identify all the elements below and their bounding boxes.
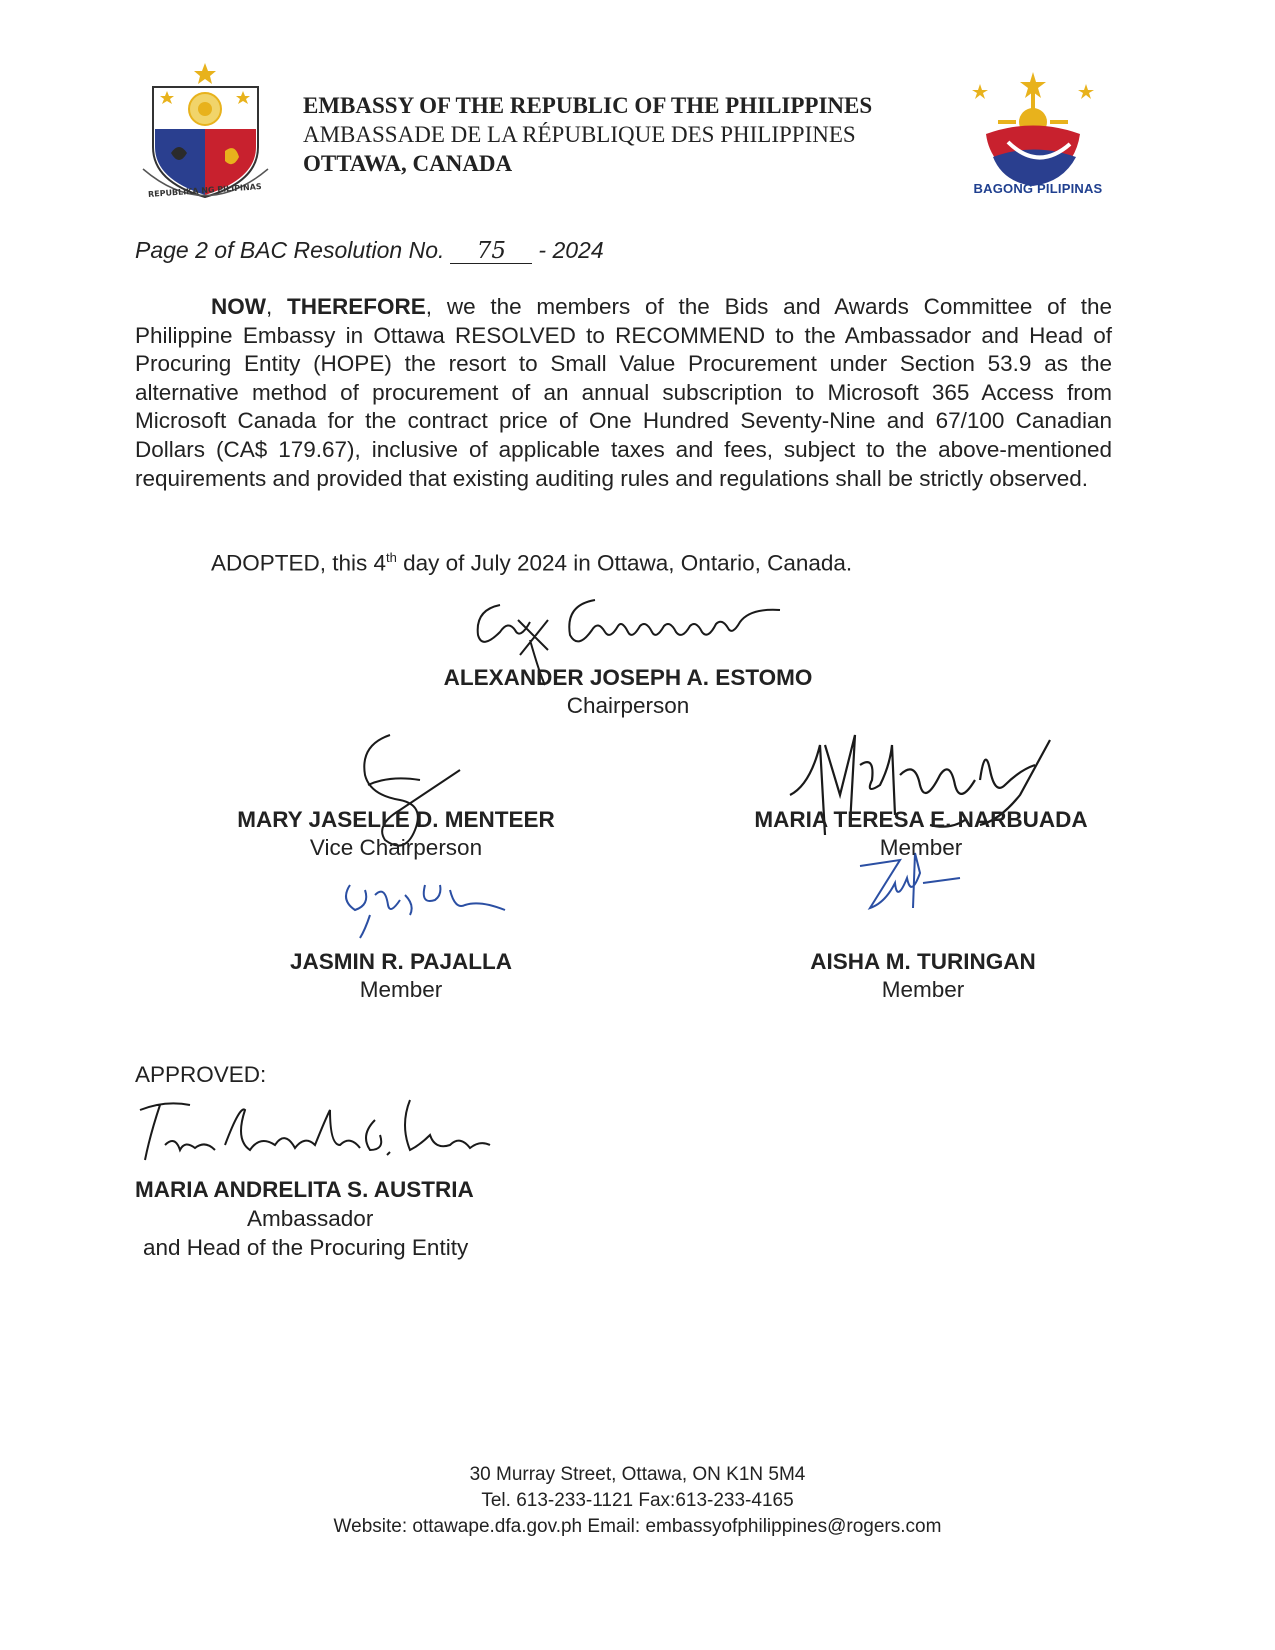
- adopted-after: day of July 2024 in Ottawa, Ontario, Canada.: [396, 550, 853, 576]
- signatory-role: Member: [359, 977, 443, 1002]
- footer-web: Website: ottawape.dfa.gov.ph Email: embassyofphilippines@rogers.com: [333, 1516, 942, 1537]
- signatory-name: ALEXANDER JOSEPH A. ESTOMO: [443, 665, 813, 690]
- embassy-location: OTTAWA, CANADA: [303, 151, 513, 176]
- signatory-vice-chairperson: [218, 806, 574, 862]
- signatory-role: Member: [881, 977, 965, 1002]
- adopted-line: [211, 550, 852, 577]
- signatory-ambassador: [135, 1176, 515, 1262]
- lead-therefore: THEREFORE: [287, 294, 426, 319]
- signatory-role-secondary: and Head of the Procuring Entity: [143, 1235, 469, 1260]
- page-ref-suffix: - 2024: [538, 237, 604, 263]
- resolution-number: 75: [450, 239, 532, 264]
- signatory-member-narbuada: [735, 806, 1107, 862]
- signatory-role: Chairperson: [566, 693, 690, 718]
- member2-signature: [340, 870, 510, 940]
- bagong-pilipinas-logo: [958, 62, 1108, 197]
- footer-phone: Tel. 613-233-1121 Fax:613-233-4165: [481, 1490, 794, 1511]
- adopted-ordinal: th: [386, 550, 397, 565]
- adopted-before: ADOPTED, this 4: [211, 550, 387, 576]
- embassy-name-en: EMBASSY OF THE REPUBLIC OF THE PHILIPPINES: [303, 93, 873, 118]
- lead-now: NOW: [211, 294, 266, 319]
- approved-label: APPROVED:: [135, 1062, 267, 1087]
- signatory-member-pajalla: [268, 948, 534, 1004]
- page-reference: [135, 237, 604, 264]
- footer-address: 30 Murray Street, Ottawa, ON K1N 5M4: [469, 1464, 806, 1485]
- ambassador-signature: [135, 1090, 495, 1180]
- signatory-name: MARIA ANDRELITA S. AUSTRIA: [135, 1177, 474, 1202]
- logo-caption: BAGONG PILIPINAS: [973, 181, 1103, 196]
- embassy-name-fr: AMBASSADE DE LA RÉPUBLIQUE DES PHILIPPINES: [303, 122, 856, 147]
- footer: [0, 1462, 1275, 1540]
- resolution-text: , we the members of the Bids and Awards Committee of the Philippine Embassy in Ottawa RESOLVED to RECOMMEND to the Ambassador and Head of Procuring Entity (HOPE) the resort to Small Value Procurement under Section 53.9 as the alternative method of procurement of an annual subscription to Microsoft 365 Access from Microsoft Canada for the contract price of One Hundred Seventy-Nine and 67/100 Canadian Dollars (CA$ 179.67), inclusive of applicable taxes and fees, subject to the above-mentioned requirements and provided that existing auditing rules and regulations shall be strictly observed.: [135, 294, 1112, 491]
- signatory-role: Vice Chairperson: [309, 835, 483, 860]
- page-ref-prefix: Page 2 of BAC Resolution No.: [135, 237, 445, 263]
- signatory-name: MARY JASELLE D. MENTEER: [237, 807, 555, 832]
- coat-of-arms-seal: [133, 57, 278, 207]
- signatory-role: Member: [879, 835, 963, 860]
- signatory-role: Ambassador: [247, 1206, 374, 1231]
- signatory-member-turingan: [795, 948, 1051, 1004]
- resolution-paragraph: [135, 293, 1112, 493]
- seal-text: REPUBLIKA NG PILIPINAS: [147, 182, 262, 199]
- lead-separator: ,: [266, 294, 288, 319]
- signatory-name: JASMIN R. PAJALLA: [289, 949, 513, 974]
- signatory-chairperson: [428, 664, 828, 720]
- signatory-name: MARIA TERESA E. NARBUADA: [754, 807, 1088, 832]
- signatory-name: AISHA M. TURINGAN: [810, 949, 1036, 974]
